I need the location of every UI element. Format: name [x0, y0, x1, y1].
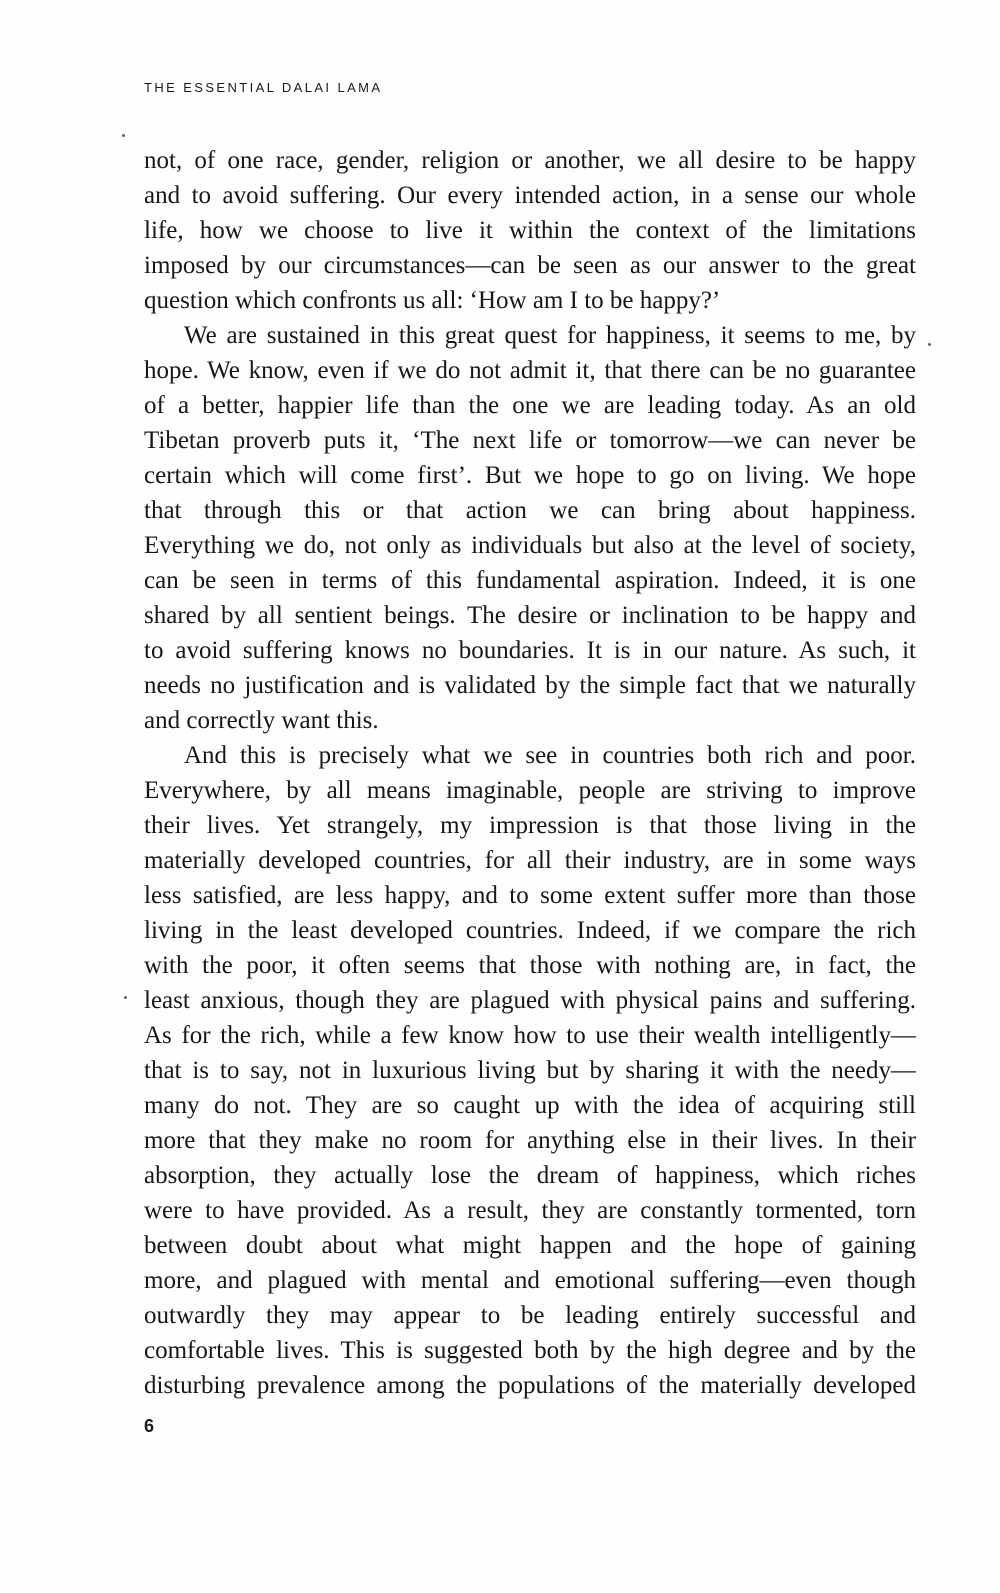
running-head: THE ESSENTIAL DALAI LAMA: [144, 80, 383, 95]
text-line: were to have provided. As a result, they are constantly tormented, torn: [144, 1197, 916, 1224]
print-speck: [122, 134, 125, 137]
text-line: can be seen in terms of this fundamental aspiration. Indeed, it is one: [144, 567, 916, 594]
text-line: materially developed countries, for all their industry, are in some ways: [144, 847, 916, 874]
text-line: disturbing prevalence among the populations of the materially developed: [144, 1372, 916, 1399]
text-line: Everything we do, not only as individuals but also at the level of society,: [144, 532, 916, 559]
text-line: not, of one race, gender, religion or another, we all desire to be happy: [144, 147, 916, 174]
print-speck: [124, 996, 127, 999]
text-line: And this is precisely what we see in countries both rich and poor.: [184, 742, 916, 769]
text-line: question which confronts us all: ‘How am I to be happy?’: [144, 287, 721, 314]
text-line: comfortable lives. This is suggested both by the high degree and by the: [144, 1337, 916, 1364]
text-line: shared by all sentient beings. The desire or inclination to be happy and: [144, 602, 916, 629]
text-line: and correctly want this.: [144, 707, 379, 734]
text-line: least anxious, though they are plagued with physical pains and suffering.: [144, 987, 916, 1014]
text-line: Everywhere, by all means imaginable, people are striving to improve: [144, 777, 916, 804]
text-line: absorption, they actually lose the dream of happiness, which riches: [144, 1162, 916, 1189]
text-line: Tibetan proverb puts it, ‘The next life or tomorrow—we can never be: [144, 427, 916, 454]
text-line: more that they make no room for anything else in their lives. In their: [144, 1127, 916, 1154]
text-line: with the poor, it often seems that those with nothing are, in fact, the: [144, 952, 916, 979]
text-line: and to avoid suffering. Our every intended action, in a sense our whole: [144, 182, 916, 209]
text-line: needs no justification and is validated by the simple fact that we naturally: [144, 672, 916, 699]
text-line: life, how we choose to live it within the context of the limitations: [144, 217, 916, 244]
text-line: imposed by our circumstances—can be seen as our answer to the great: [144, 252, 916, 279]
text-line: more, and plagued with mental and emotional suffering—even though: [144, 1267, 916, 1294]
text-line: between doubt about what might happen and the hope of gaining: [144, 1232, 916, 1259]
text-line: less satisfied, are less happy, and to some extent suffer more than those: [144, 882, 916, 909]
text-line: of a better, happier life than the one we are leading today. As an old: [144, 392, 916, 419]
body-text: [144, 143, 916, 1403]
text-line: outwardly they may appear to be leading entirely successful and: [144, 1302, 916, 1329]
text-line: certain which will come first’. But we hope to go on living. We hope: [144, 462, 916, 489]
text-line: to avoid suffering knows no boundaries. It is in our nature. As such, it: [144, 637, 916, 664]
text-line: hope. We know, even if we do not admit it, that there can be no guarantee: [144, 357, 916, 384]
text-line: We are sustained in this great quest for happiness, it seems to me, by: [184, 322, 916, 349]
text-line: living in the least developed countries. Indeed, if we compare the rich: [144, 917, 916, 944]
text-line: many do not. They are so caught up with the idea of acquiring still: [144, 1092, 916, 1119]
text-line: their lives. Yet strangely, my impression is that those living in the: [144, 812, 916, 839]
text-line: that is to say, not in luxurious living but by sharing it with the needy—: [144, 1057, 916, 1084]
page-number: 6: [144, 1416, 155, 1436]
text-line: As for the rich, while a few know how to use their wealth intelligently—: [144, 1022, 916, 1049]
text-line: that through this or that action we can bring about happiness.: [144, 497, 916, 524]
print-speck: [928, 343, 931, 346]
